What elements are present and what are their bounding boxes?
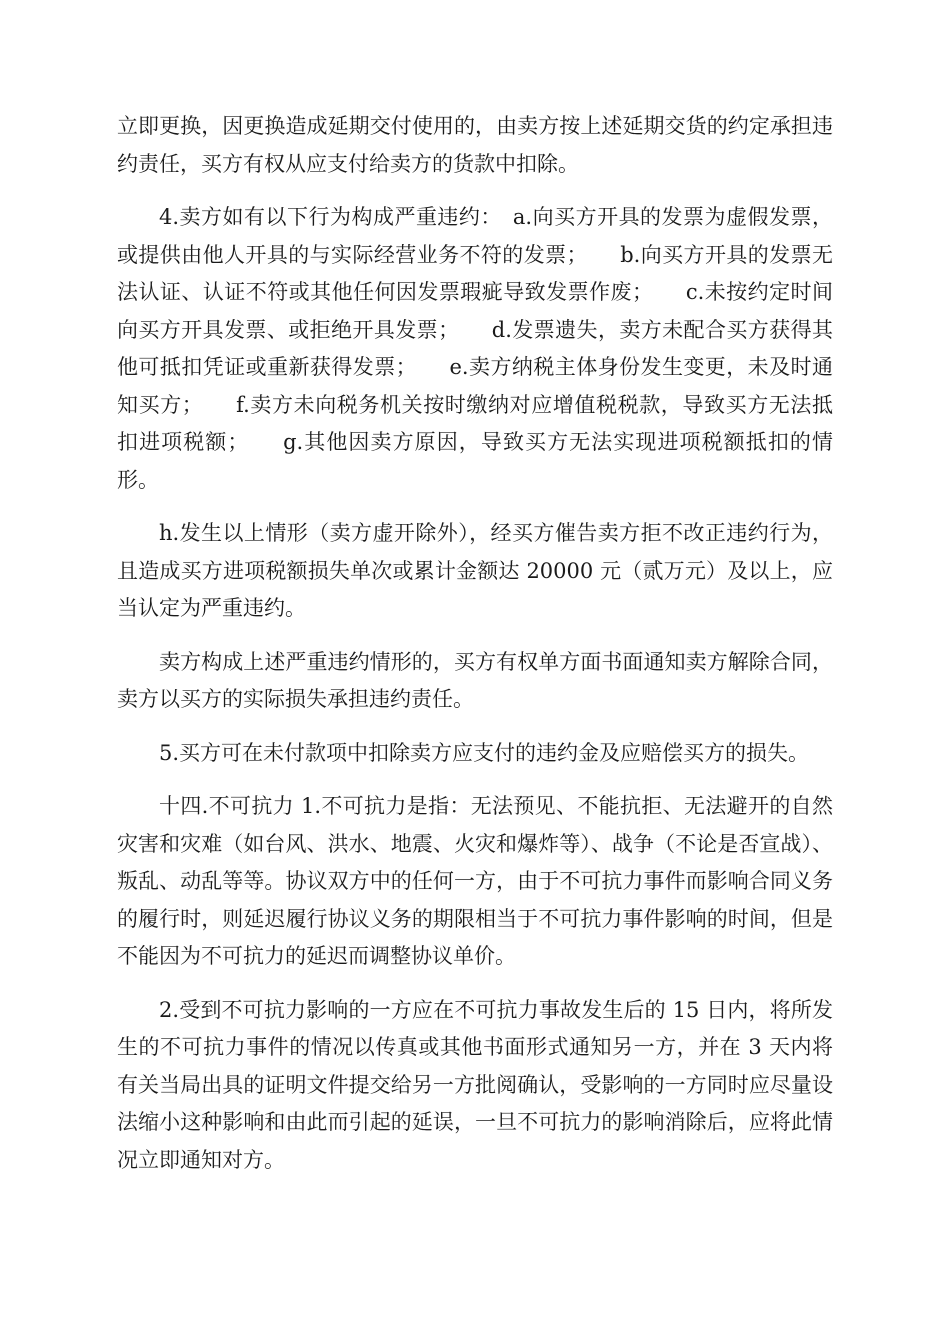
- paragraph-deduction: 5.买方可在未付款项中扣除卖方应支付的违约金及应赔偿买方的损失。: [159, 740, 810, 765]
- paragraph-force-majeure-definition: 十四.不可抗力 1.不可抗力是指：无法预见、不能抗拒、无法避开的自然灾害和灾难（如台风、洪水、地震、火灾和爆炸等）、战争（不论是否宣战）、叛乱、动乱等等。协议双方中的任何一方，由于不可抗力事件而影响合同义务的履行时，则延迟履行协议义务的期限相当于不可抗力事件影响的时间，但是不能因为不可抗力的延迟而调整协议单价。: [117, 794, 833, 968]
- paragraph-force-majeure-notice: 2.受到不可抗力影响的一方应在不可抗力事故发生后的 15 日内，将所发生的不可抗力事件的情况以传真或其他书面形式通知另一方，并在 3 天内将有关当局出具的证明文件提交给另一方批阅确认，受影响的一方同时应尽量设法缩小这种影响和由此而引起的延误，一旦不可抗力的影响消除后，应将此情况立即通知对方。: [117, 997, 833, 1172]
- paragraph-serious-breach-list: 4.卖方如有以下行为构成严重违约： a.向买方开具的发票为虚假发票，或提供由他人开具的与实际经营业务不符的发票； b.向买方开具的发票无法认证、认证不符或其他任何因发票瑕疵导致发票作废； c.未按约定时间向买方开具发票、或拒绝开具发票； d.发票遗失，卖方未配合买方获得其他可抵扣凭证或重新获得发票； e.卖方纳税主体身份发生变更，未及时通知买方； f.卖方未向税务机关按时缴纳对应增值税税款，导致买方无法抵扣进项税额； g.其他因卖方原因，导致买方无法实现进项税额抵扣的情形。: [117, 205, 833, 492]
- paragraph-continuation: 立即更换，因更换造成延期交付使用的，由卖方按上述延期交货的约定承担违约责任，买方有权从应支付给卖方的货款中扣除。: [117, 114, 833, 176]
- paragraph-serious-breach-threshold: h.发生以上情形（卖方虚开除外），经买方催告卖方拒不改正违约行为，且造成买方进项税额损失单次或累计金额达 20000 元（贰万元）及以上，应当认定为严重违约。: [117, 521, 833, 620]
- document-body: [117, 108, 833, 1195]
- paragraph-termination-right: 卖方构成上述严重违约情形的，买方有权单方面书面通知卖方解除合同，卖方以买方的实际损失承担违约责任。: [117, 649, 833, 711]
